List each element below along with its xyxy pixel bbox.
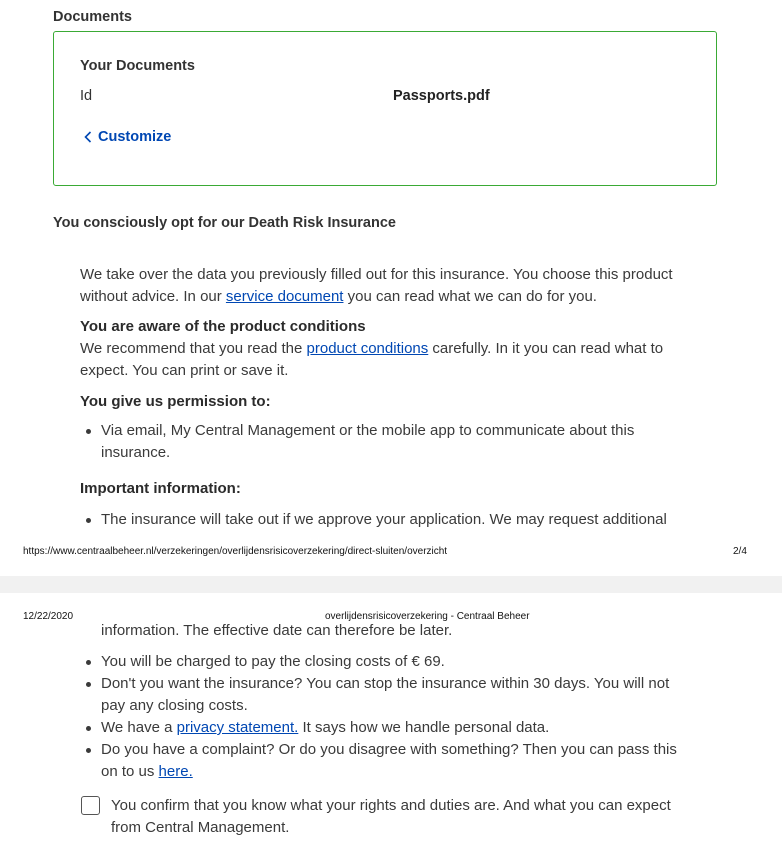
important-item-1-continued-clip [101, 620, 701, 642]
documents-box [53, 31, 717, 186]
customize-label: Customize [98, 129, 172, 145]
confirm-text: You confirm that you know what your rights and duties are. And what you can expect from Central Management. [111, 797, 671, 836]
page-break [0, 576, 782, 593]
customize-link[interactable] [84, 129, 171, 145]
important-item-4 [80, 717, 685, 739]
privacy-statement-link[interactable]: privacy statement. [176, 719, 299, 736]
item4-text-after: It says how we handle personal data. [298, 719, 550, 736]
permission-list [80, 420, 670, 464]
confirm-checkbox[interactable] [81, 796, 100, 815]
p2-text-after: carefully. In it you can read what to expect. You can print or save it. [80, 340, 664, 379]
header-date: 12/22/2020 [23, 611, 74, 622]
important-list-rest [80, 651, 685, 783]
important-item-5 [80, 739, 685, 783]
item5-text-before: Do you have a complaint? Or do you disagree with something? Then you can pass this on to us [101, 741, 677, 780]
complaint-here-link[interactable]: here. [158, 763, 193, 780]
chevron-left-icon [84, 131, 92, 143]
header-title: overlijdensrisicoverzekering - Centraal Beheer [325, 611, 530, 622]
p1-text-after: you can read what we can do for you. [343, 288, 597, 305]
product-conditions-link[interactable]: product conditions [306, 340, 429, 357]
service-document-link[interactable]: service document [225, 288, 344, 305]
permission-item: Via email, My Central Management or the mobile app to communicate about this insurance. [80, 420, 670, 464]
conditions-heading: You are aware of the product conditions [80, 318, 366, 335]
p1-text-before: We take over the data you previously filled out for this insurance. You choose this product without advice. In our [80, 266, 673, 305]
footer-url: https://www.centraalbeheer.nl/verzekeringen/overlijdensrisicoverzekering/direct-sluiten/overzicht [23, 546, 448, 557]
page-number: 2/4 [733, 546, 747, 557]
important-heading: Important information: [80, 480, 241, 497]
p2-text-before: We recommend that you read the [80, 340, 307, 357]
item4-text-before: We have a [101, 719, 177, 736]
conditions-paragraph [80, 338, 700, 382]
important-item-2: You will be charged to pay the closing costs of € 69. [80, 651, 685, 673]
your-documents-title: Your Documents [80, 58, 195, 74]
important-list-first [80, 509, 700, 529]
document-id-label: Id [80, 88, 93, 104]
important-item-1: The insurance will take out if we approve your application. We may request additional [80, 509, 700, 529]
important-list-page-clip [80, 509, 700, 529]
opt-intro-paragraph [80, 264, 700, 308]
permission-heading: You give us permission to: [80, 393, 271, 410]
document-file-name: Passports.pdf [393, 88, 490, 104]
important-item-3: Don't you want the insurance? You can stop the insurance within 30 days. You will not pay any closing costs. [80, 673, 685, 717]
documents-section-title: Documents [53, 9, 132, 25]
important-item-1-continued: information. The effective date can therefore be later. [101, 622, 453, 639]
opt-section-title: You consciously opt for our Death Risk Insurance [53, 215, 396, 231]
